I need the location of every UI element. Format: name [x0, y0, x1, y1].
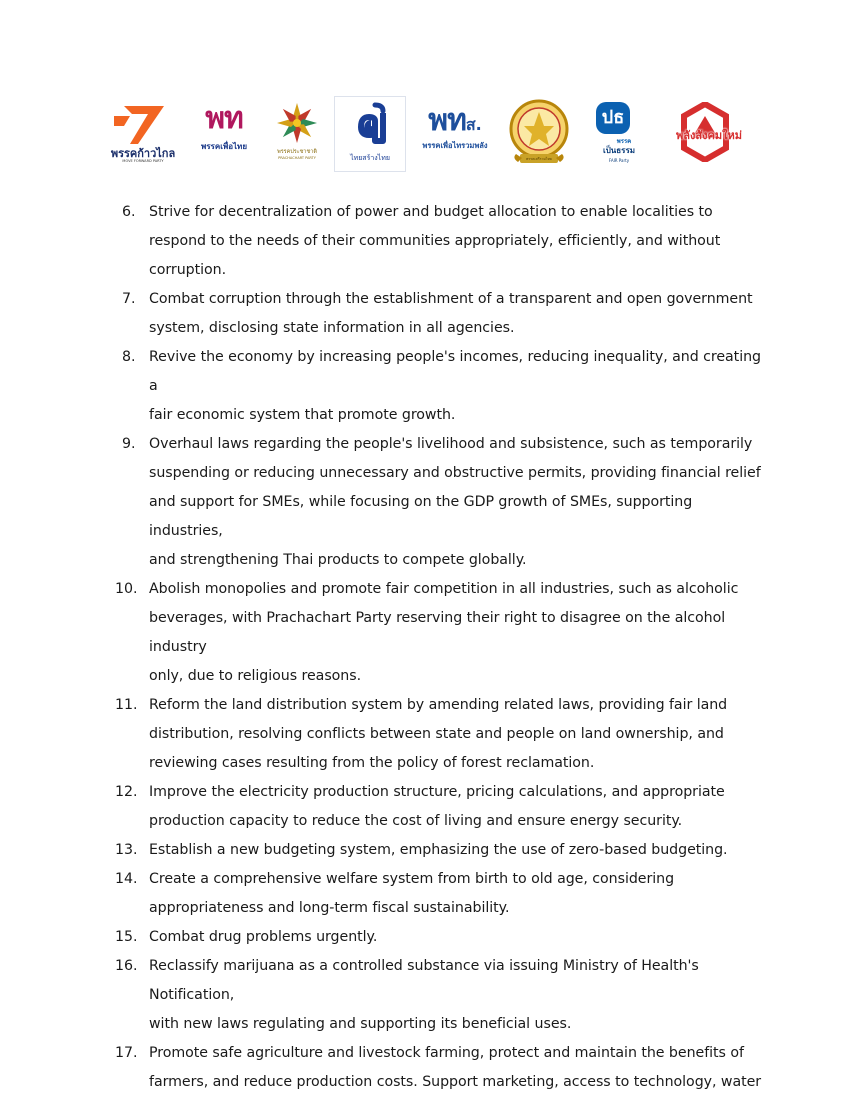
policy-item-line: suspending or reducing unnecessary and obstructive permits, providing financial relief [149, 465, 761, 481]
policy-item-line: with new laws regulating and supporting its beneficial uses. [149, 1016, 572, 1032]
party-logos-banner [108, 96, 758, 172]
new-social-power-caption: พลังสังคมใหม่ [676, 129, 742, 142]
policy-item-number: 8. [122, 349, 136, 365]
policy-item-line: and strengthening Thai products to compete globally. [149, 552, 527, 568]
policy-item-line: Establish a new budgeting system, emphasizing the use of zero-based budgeting. [149, 842, 728, 858]
fair-party-subcaption: FAIR Party [608, 158, 630, 163]
policy-item-number: 7. [122, 291, 136, 307]
policy-item-line: system, disclosing state information in all agencies. [149, 320, 515, 336]
policy-item-line: Revive the economy by increasing people's incomes, reducing inequality, and creating a [149, 349, 761, 394]
prachachart-star-icon [272, 100, 322, 146]
pheu-thai-logo [188, 96, 260, 172]
seri-ruam-thai-logo [506, 96, 572, 172]
prachachart-subcaption: PRACHACHART PARTY [278, 156, 316, 160]
policy-item-line: fair economic system that promote growth. [149, 407, 456, 423]
policy-item-7 [122, 285, 762, 343]
policy-item-15 [115, 923, 762, 952]
policy-item-line: distribution, resolving conflicts between state and people on land ownership, and [149, 726, 724, 742]
policy-item-17 [115, 1039, 762, 1097]
fair-party-caption: พรรค [616, 138, 632, 145]
move-forward-logo [108, 96, 178, 172]
new-social-power-logo [656, 96, 758, 172]
policy-item-line: Overhaul laws regarding the people's livelihood and subsistence, such as temporarily [149, 436, 753, 452]
policy-item-12 [115, 778, 762, 836]
policy-item-line: Abolish monopolies and promote fair competition in all industries, such as alcoholic [149, 581, 739, 597]
policy-item-number: 14. [115, 871, 138, 887]
policy-list [115, 198, 762, 1097]
policy-item-line: only, due to religious reasons. [149, 668, 362, 684]
policy-item-number: 11. [115, 697, 138, 713]
policy-item-line: Strive for decentralization of power and budget allocation to enable localities to [149, 204, 713, 220]
policy-item-line: Reform the land distribution system by amending related laws, providing fair land [149, 697, 728, 713]
policy-item-line: Improve the electricity production structure, pricing calculations, and appropriate [149, 784, 725, 800]
fair-party-caption2: เป็นธรรม [602, 146, 636, 155]
pheu-thai-mark: พท [205, 101, 243, 136]
policy-item-line: Create a comprehensive welfare system from birth to old age, considering [149, 871, 675, 887]
ptrp-caption: พรรคเพื่อไทรวมพลัง [422, 141, 488, 150]
policy-item-number: 12. [115, 784, 138, 800]
policy-item-number: 6. [122, 204, 136, 220]
policy-item-number: 15. [115, 929, 138, 945]
policy-item-line: respond to the needs of their communities appropriately, efficiently, and without [149, 233, 721, 249]
policy-item-16 [115, 952, 762, 1039]
thai-sang-thai-caption: ไทยสร้างไทย [350, 154, 390, 162]
policy-item-11 [115, 691, 762, 778]
policy-item-line: farmers, and reduce production costs. Support marketing, access to technology, water [149, 1074, 762, 1090]
policy-item-number: 9. [122, 436, 136, 452]
policy-item-line: reviewing cases resulting from the policy of forest reclamation. [149, 755, 595, 771]
policy-item-line: Reclassify marijuana as a controlled substance via issuing Ministry of Health's Notification, [149, 958, 699, 1003]
policy-item-number: 13. [115, 842, 138, 858]
policy-item-line: Promote safe agriculture and livestock farming, protect and maintain the benefits of [149, 1045, 744, 1061]
policy-item-9 [122, 430, 762, 575]
ptrp-mark-suffix: ส. [465, 115, 482, 134]
policy-item-14 [115, 865, 762, 923]
thai-sang-thai-logo [334, 96, 406, 172]
policy-item-line: production capacity to reduce the cost of living and ensure energy security. [149, 813, 683, 829]
policy-item-line: and support for SMEs, while focusing on the GDP growth of SMEs, supporting industries, [149, 494, 693, 539]
policy-item-number: 10. [115, 581, 138, 597]
policy-item-line: beverages, with Prachachart Party reserving their right to disagree on the alcohol industry [149, 610, 726, 655]
move-forward-subcaption: MOVE FORWARD PARTY [122, 159, 164, 163]
policy-item-number: 17. [115, 1045, 138, 1061]
pheu-thai-ruam-palang-logo [410, 96, 500, 172]
prachachart-logo [264, 96, 330, 172]
prachachart-caption: พรรคประชาชาติ [277, 149, 317, 155]
move-forward-caption: พรรคก้าวไกล [110, 147, 176, 160]
fair-party-mark: ปธ [596, 102, 630, 134]
move-forward-arrow-icon [108, 102, 178, 148]
ptrp-mark-main: พท [428, 103, 466, 138]
seri-ruam-thai-caption: พรรคเสรีรวมไทย [526, 157, 552, 161]
policy-item-line: appropriateness and long-term fiscal sustainability. [149, 900, 510, 916]
policy-item-10 [115, 575, 762, 691]
policy-item-line: corruption. [149, 262, 227, 278]
policy-item-8 [122, 343, 762, 430]
thai-sang-thai-mark-icon [349, 101, 393, 145]
policy-item-line: Combat drug problems urgently. [149, 929, 378, 945]
policy-item-line: Combat corruption through the establishment of a transparent and open government [149, 291, 753, 307]
policy-item-13 [115, 836, 762, 865]
policy-item-6 [122, 198, 762, 285]
pheu-thai-caption: พรรคเพื่อไทย [200, 142, 247, 151]
policy-item-number: 16. [115, 958, 138, 974]
ptrp-mark [410, 104, 500, 142]
fair-party-logo [584, 96, 652, 172]
